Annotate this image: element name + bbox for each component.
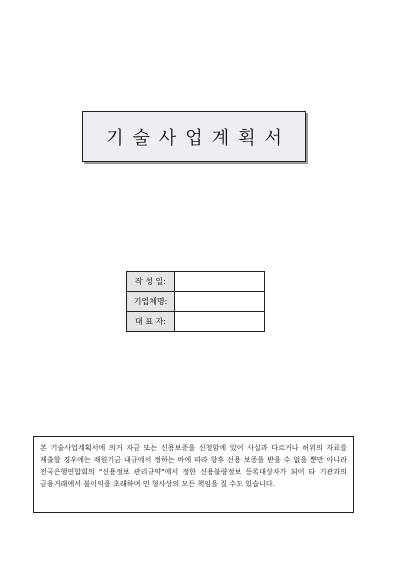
notice-box bbox=[33, 436, 354, 513]
field-label-date: 작 성 일: bbox=[127, 272, 175, 292]
document-title: 기술사업계획서 bbox=[106, 127, 291, 149]
field-label-representative: 대 표 자: bbox=[127, 312, 175, 332]
info-row-company bbox=[127, 292, 265, 312]
info-row-representative bbox=[127, 312, 265, 332]
applicant-info-table bbox=[126, 271, 265, 332]
field-value-company[interactable] bbox=[175, 292, 265, 312]
field-label-company: 기업체명: bbox=[127, 292, 175, 312]
field-value-date[interactable] bbox=[175, 272, 265, 292]
field-value-representative[interactable] bbox=[175, 312, 265, 332]
title-box bbox=[82, 111, 306, 162]
notice-text: 본 기술사업계획서에 의거 자금 또는 신용보증을 신청함에 있어 사실과 다르거나 허위의 자료를 제출할 경우에는 재원기금 내규에서 정하는 바에 따라 향후 신용 보증을 받을 수 없을 뿐만 아니라 전국은행연합회의 "신용정보 관리규약"에서 정한 신용불량정보 등록대상자가 되어 타 기관과의 금융거래에서 불이익을 초래하며 민 형사상의 모든 책임을 질 수도 있습니다. bbox=[40, 443, 347, 488]
info-row-date bbox=[127, 272, 265, 292]
